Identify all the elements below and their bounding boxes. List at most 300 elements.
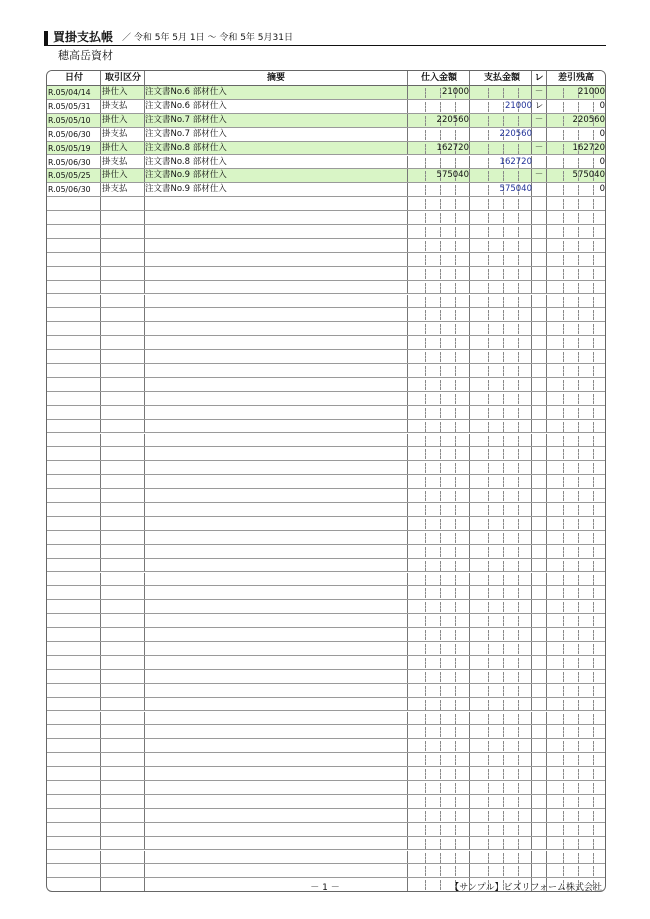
- digit-guide: [440, 199, 441, 209]
- column-divider: [144, 434, 145, 447]
- table-row: [47, 434, 606, 448]
- digit-guide: [455, 686, 456, 696]
- column-divider: [531, 559, 532, 572]
- digit-guide: [425, 408, 426, 418]
- digit-guide: [593, 227, 594, 237]
- column-divider: [407, 434, 408, 447]
- table-row: [47, 86, 606, 100]
- cell-date: R.05/06/30: [48, 157, 91, 167]
- column-divider: [100, 86, 101, 99]
- digit-guide: [425, 616, 426, 626]
- column-divider: [531, 392, 532, 405]
- digit-guide: [503, 783, 504, 793]
- title-bar: [44, 31, 604, 44]
- table-row: [47, 809, 606, 823]
- digit-guide: [518, 449, 519, 459]
- table-row: [47, 114, 606, 128]
- cell-chk: レ: [534, 100, 544, 111]
- table-row: [47, 670, 606, 684]
- cell-desc: 注文書No.6 部材仕入: [145, 87, 227, 97]
- column-divider: [546, 586, 547, 599]
- digit-guide: [518, 797, 519, 807]
- digit-guide: [578, 658, 579, 668]
- digit-guide: [503, 575, 504, 585]
- column-divider: [100, 809, 101, 822]
- digit-guide: [593, 575, 594, 585]
- column-divider: [546, 864, 547, 877]
- digit-guide: [488, 297, 489, 307]
- column-divider: [469, 239, 470, 252]
- column-divider: [100, 767, 101, 780]
- table-row: [47, 628, 606, 642]
- digit-guide: [455, 394, 456, 404]
- digit-guide: [578, 644, 579, 654]
- col-check: レ: [534, 73, 544, 83]
- digit-guide: [455, 741, 456, 751]
- digit-guide: [593, 714, 594, 724]
- digit-guide: [503, 463, 504, 473]
- digit-guide: [455, 297, 456, 307]
- column-divider: [407, 156, 408, 169]
- column-divider: [469, 183, 470, 196]
- column-divider: [407, 656, 408, 669]
- digit-guide: [503, 686, 504, 696]
- column-divider: [531, 809, 532, 822]
- column-divider: [531, 197, 532, 210]
- table-row: [47, 253, 606, 267]
- cell-chk: －: [534, 114, 544, 125]
- column-divider: [469, 156, 470, 169]
- table-row: [47, 239, 606, 253]
- digit-guide: [578, 547, 579, 557]
- digit-guide: [503, 755, 504, 765]
- digit-guide: [440, 269, 441, 279]
- digit-guide: [488, 269, 489, 279]
- column-divider: [407, 489, 408, 502]
- column-divider: [546, 295, 547, 308]
- digit-guide: [440, 519, 441, 529]
- digit-guide: [455, 519, 456, 529]
- digit-guide: [440, 394, 441, 404]
- digit-guide: [488, 727, 489, 737]
- digit-guide: [563, 463, 564, 473]
- digit-guide: [593, 644, 594, 654]
- digit-guide: [518, 269, 519, 279]
- cell-in: 575040: [436, 170, 469, 181]
- digit-guide: [578, 227, 579, 237]
- digit-guide: [518, 324, 519, 334]
- column-divider: [546, 767, 547, 780]
- column-divider: [144, 364, 145, 377]
- column-divider: [144, 420, 145, 433]
- column-divider: [407, 128, 408, 141]
- digit-guide: [593, 741, 594, 751]
- digit-guide: [593, 394, 594, 404]
- digit-guide: [593, 310, 594, 320]
- column-divider: [531, 364, 532, 377]
- digit-guide: [563, 380, 564, 390]
- cell-in: [409, 128, 469, 141]
- digit-guide: [503, 741, 504, 751]
- digit-guide: [455, 505, 456, 515]
- digit-guide: [440, 338, 441, 348]
- digit-guide: [440, 727, 441, 737]
- digit-guide: [425, 394, 426, 404]
- digit-guide: [503, 825, 504, 835]
- column-divider: [144, 71, 145, 85]
- column-divider: [546, 573, 547, 586]
- digit-guide: [593, 616, 594, 626]
- digit-guide: [518, 352, 519, 362]
- column-divider: [469, 406, 470, 419]
- column-divider: [531, 712, 532, 725]
- cell-kbn: 掛仕入: [102, 170, 128, 181]
- digit-guide: [578, 588, 579, 598]
- column-divider: [469, 753, 470, 766]
- column-divider: [407, 461, 408, 474]
- column-divider: [100, 614, 101, 627]
- digit-guide: [518, 255, 519, 265]
- digit-guide: [518, 866, 519, 876]
- column-divider: [469, 225, 470, 238]
- digit-guide: [455, 797, 456, 807]
- digit-guide: [455, 227, 456, 237]
- digit-guide: [440, 644, 441, 654]
- digit-guide: [488, 714, 489, 724]
- column-divider: [531, 795, 532, 808]
- digit-guide: [488, 658, 489, 668]
- digit-guide: [578, 297, 579, 307]
- digit-guide: [440, 616, 441, 626]
- digit-guide: [455, 755, 456, 765]
- cell-chk: [532, 183, 546, 196]
- digit-guide: [563, 436, 564, 446]
- digit-guide: [488, 547, 489, 557]
- digit-guide: [425, 241, 426, 251]
- cell-in: 21000: [441, 87, 469, 97]
- table-row: [47, 753, 606, 767]
- digit-guide: [578, 839, 579, 849]
- digit-guide: [578, 338, 579, 348]
- digit-guide: [518, 422, 519, 432]
- column-divider: [407, 503, 408, 516]
- digit-guide: [503, 380, 504, 390]
- column-divider: [100, 503, 101, 516]
- column-divider: [531, 600, 532, 613]
- column-divider: [469, 281, 470, 294]
- digit-guide: [440, 575, 441, 585]
- column-divider: [469, 114, 470, 127]
- digit-guide: [563, 269, 564, 279]
- digit-guide: [455, 255, 456, 265]
- digit-guide: [503, 505, 504, 515]
- digit-guide: [518, 477, 519, 487]
- column-divider: [531, 253, 532, 266]
- digit-guide: [578, 575, 579, 585]
- digit-guide: [425, 463, 426, 473]
- digit-guide: [503, 588, 504, 598]
- digit-guide: [503, 269, 504, 279]
- cell-kbn: 掛支払: [102, 184, 128, 195]
- table-header: [47, 71, 606, 86]
- column-divider: [100, 781, 101, 794]
- column-divider: [531, 434, 532, 447]
- column-divider: [531, 531, 532, 544]
- digit-guide: [578, 797, 579, 807]
- digit-guide: [488, 283, 489, 293]
- digit-guide: [488, 436, 489, 446]
- column-divider: [469, 267, 470, 280]
- column-divider: [144, 503, 145, 516]
- column-divider: [546, 211, 547, 224]
- column-divider: [469, 656, 470, 669]
- digit-guide: [503, 352, 504, 362]
- digit-guide: [563, 394, 564, 404]
- digit-guide: [488, 408, 489, 418]
- digit-guide: [425, 686, 426, 696]
- digit-guide: [593, 283, 594, 293]
- digit-guide: [503, 477, 504, 487]
- digit-guide: [455, 352, 456, 362]
- digit-guide: [578, 741, 579, 751]
- digit-guide: [593, 839, 594, 849]
- column-divider: [407, 197, 408, 210]
- column-divider: [469, 378, 470, 391]
- digit-guide: [425, 366, 426, 376]
- column-divider: [144, 684, 145, 697]
- table-row: [47, 698, 606, 712]
- digit-guide: [488, 463, 489, 473]
- column-divider: [546, 851, 547, 864]
- digit-guide: [455, 727, 456, 737]
- digit-guide: [518, 602, 519, 612]
- digit-guide: [563, 505, 564, 515]
- digit-guide: [578, 811, 579, 821]
- digit-guide: [503, 297, 504, 307]
- digit-guide: [518, 380, 519, 390]
- digit-guide: [455, 866, 456, 876]
- column-divider: [407, 447, 408, 460]
- cell-date: R.05/05/25: [48, 171, 91, 181]
- column-divider: [469, 420, 470, 433]
- table-row: [47, 406, 606, 420]
- digit-guide: [503, 630, 504, 640]
- digit-guide: [440, 505, 441, 515]
- column-divider: [100, 656, 101, 669]
- digit-guide: [518, 463, 519, 473]
- cell-chk: －: [534, 142, 544, 153]
- digit-guide: [578, 853, 579, 863]
- page-title: 買掛支払帳: [53, 30, 114, 44]
- digit-guide: [503, 602, 504, 612]
- column-divider: [100, 71, 101, 85]
- column-divider: [531, 725, 532, 738]
- column-divider: [469, 308, 470, 321]
- column-divider: [100, 406, 101, 419]
- cell-desc: 注文書No.8 部材仕入: [145, 142, 227, 153]
- digit-guide: [503, 241, 504, 251]
- column-divider: [546, 489, 547, 502]
- column-divider: [144, 573, 145, 586]
- column-divider: [144, 239, 145, 252]
- page-number: － 1 －: [310, 883, 340, 893]
- table-row: [47, 475, 606, 489]
- column-divider: [469, 531, 470, 544]
- digit-guide: [503, 644, 504, 654]
- digit-guide: [518, 811, 519, 821]
- digit-guide: [503, 672, 504, 682]
- digit-guide: [578, 825, 579, 835]
- digit-guide: [503, 449, 504, 459]
- column-divider: [407, 795, 408, 808]
- digit-guide: [425, 310, 426, 320]
- digit-guide: [425, 547, 426, 557]
- column-divider: [546, 503, 547, 516]
- digit-guide: [488, 602, 489, 612]
- table-row: [47, 823, 606, 837]
- digit-guide: [593, 602, 594, 612]
- title-mark: [44, 31, 48, 45]
- col-out: 支払金額: [483, 73, 520, 83]
- digit-guide: [593, 324, 594, 334]
- digit-guide: [425, 700, 426, 710]
- column-divider: [407, 169, 408, 182]
- digit-guide: [593, 519, 594, 529]
- column-divider: [546, 461, 547, 474]
- cell-bal: 0: [599, 128, 605, 139]
- digit-guide: [578, 310, 579, 320]
- cell-desc: 注文書No.9 部材仕入: [145, 184, 227, 195]
- digit-guide: [503, 310, 504, 320]
- column-divider: [469, 864, 470, 877]
- column-divider: [144, 656, 145, 669]
- digit-guide: [518, 310, 519, 320]
- column-divider: [469, 434, 470, 447]
- column-divider: [531, 475, 532, 488]
- digit-guide: [563, 616, 564, 626]
- table-row: [47, 531, 606, 545]
- digit-guide: [488, 352, 489, 362]
- column-divider: [144, 851, 145, 864]
- digit-guide: [440, 297, 441, 307]
- digit-guide: [425, 658, 426, 668]
- digit-guide: [440, 658, 441, 668]
- digit-guide: [503, 213, 504, 223]
- column-divider: [531, 823, 532, 836]
- column-divider: [144, 753, 145, 766]
- digit-guide: [578, 283, 579, 293]
- column-divider: [100, 295, 101, 308]
- digit-guide: [440, 686, 441, 696]
- digit-guide: [578, 269, 579, 279]
- digit-guide: [488, 255, 489, 265]
- column-divider: [100, 336, 101, 349]
- digit-guide: [593, 727, 594, 737]
- digit-guide: [455, 324, 456, 334]
- table-row: [47, 545, 606, 559]
- digit-guide: [563, 283, 564, 293]
- digit-guide: [518, 755, 519, 765]
- column-divider: [144, 809, 145, 822]
- digit-guide: [488, 394, 489, 404]
- column-divider: [531, 837, 532, 850]
- column-divider: [531, 698, 532, 711]
- digit-guide: [455, 658, 456, 668]
- column-divider: [546, 545, 547, 558]
- digit-guide: [455, 283, 456, 293]
- column-divider: [100, 837, 101, 850]
- column-divider: [531, 420, 532, 433]
- column-divider: [100, 447, 101, 460]
- digit-guide: [593, 297, 594, 307]
- digit-guide: [425, 602, 426, 612]
- digit-guide: [503, 324, 504, 334]
- digit-guide: [455, 366, 456, 376]
- digit-guide: [518, 213, 519, 223]
- table-row: [47, 392, 606, 406]
- digit-guide: [425, 866, 426, 876]
- cell-bal: 162720: [572, 142, 605, 153]
- column-divider: [100, 434, 101, 447]
- digit-guide: [503, 366, 504, 376]
- digit-guide: [593, 672, 594, 682]
- digit-guide: [455, 561, 456, 571]
- digit-guide: [518, 630, 519, 640]
- column-divider: [546, 725, 547, 738]
- digit-guide: [488, 630, 489, 640]
- column-divider: [469, 586, 470, 599]
- digit-guide: [425, 449, 426, 459]
- column-divider: [546, 364, 547, 377]
- digit-guide: [488, 644, 489, 654]
- column-divider: [469, 712, 470, 725]
- column-divider: [469, 142, 470, 155]
- column-divider: [407, 600, 408, 613]
- table-row: [47, 642, 606, 656]
- table-row: [47, 614, 606, 628]
- digit-guide: [593, 380, 594, 390]
- digit-guide: [503, 561, 504, 571]
- column-divider: [407, 183, 408, 196]
- digit-guide: [455, 269, 456, 279]
- column-divider: [531, 586, 532, 599]
- digit-guide: [578, 533, 579, 543]
- cell-bal: 220560: [572, 114, 605, 125]
- column-divider: [407, 114, 408, 127]
- digit-guide: [488, 533, 489, 543]
- column-divider: [144, 447, 145, 460]
- column-divider: [546, 656, 547, 669]
- column-divider: [546, 781, 547, 794]
- column-divider: [546, 753, 547, 766]
- digit-guide: [488, 366, 489, 376]
- column-divider: [546, 614, 547, 627]
- table-row: [47, 156, 606, 170]
- column-divider: [407, 281, 408, 294]
- digit-guide: [455, 825, 456, 835]
- digit-guide: [440, 769, 441, 779]
- digit-guide: [440, 533, 441, 543]
- column-divider: [100, 475, 101, 488]
- digit-guide: [488, 449, 489, 459]
- digit-guide: [455, 241, 456, 251]
- column-divider: [100, 169, 101, 182]
- digit-guide: [425, 797, 426, 807]
- digit-guide: [518, 727, 519, 737]
- column-divider: [144, 295, 145, 308]
- digit-guide: [503, 436, 504, 446]
- digit-guide: [440, 213, 441, 223]
